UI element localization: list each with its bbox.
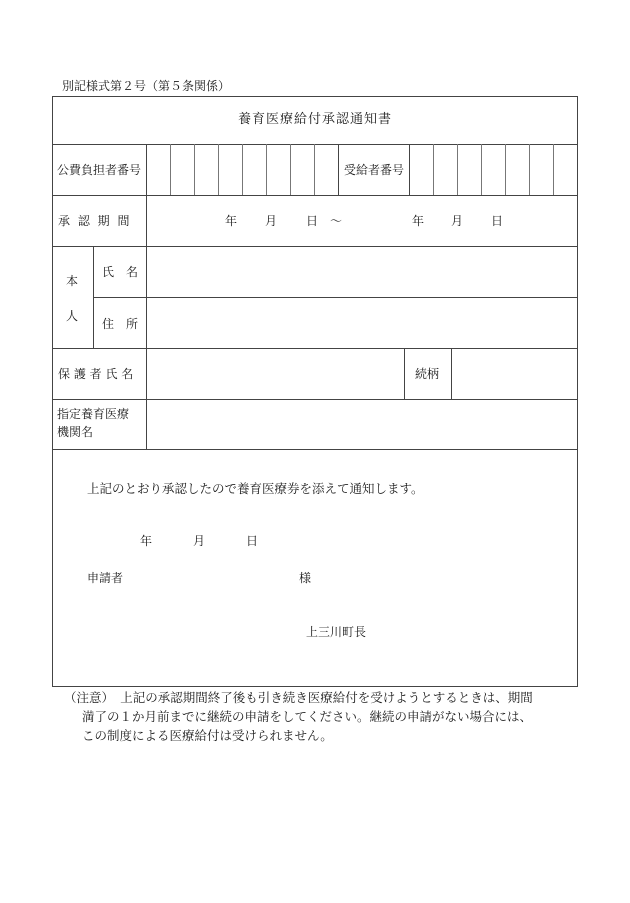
row-divider [52, 195, 578, 196]
relation-divider [404, 348, 405, 399]
digit-cell-divider [314, 144, 315, 195]
digit-cell-divider [481, 144, 482, 195]
issuer-name: 上三川町長 [306, 625, 367, 639]
digit-cell-divider [505, 144, 506, 195]
row-divider [52, 144, 578, 145]
form-caption: 別記様式第２号（第５条関係） [62, 79, 231, 93]
note-line-1: （注意） 上記の承認期間終了後も引き続き医療給付を受けようとするときは、期間 [64, 690, 533, 705]
person-label-top: 本 [66, 274, 79, 288]
notice-date-year: 年 [140, 534, 153, 548]
guardian-name-label: 保 護 者 氏 名 [58, 367, 134, 381]
recipient-number-label: 受給者番号 [344, 163, 405, 177]
applicant-label: 申請者 [87, 571, 124, 585]
period-day-2: 日 [491, 214, 504, 228]
address-label: 住 所 [102, 317, 139, 331]
label-column-divider [146, 144, 147, 449]
approval-period-label: 承 認 期 間 [58, 214, 132, 228]
notice-date-day: 日 [246, 534, 259, 548]
digit-cell-divider [242, 144, 243, 195]
recipient-label-divider [338, 144, 339, 195]
digit-cell-divider [457, 144, 458, 195]
digit-cell-divider [170, 144, 171, 195]
period-tilde: 〜 [330, 214, 343, 228]
digit-cell-divider [553, 144, 554, 195]
person-label-bottom: 人 [66, 309, 79, 323]
row-divider [52, 246, 578, 247]
row-divider [52, 449, 578, 450]
period-month-1: 月 [265, 214, 278, 228]
period-month-2: 月 [451, 214, 464, 228]
note-line-2: 満了の１か月前までに継続の申請をしてください。継続の申請がない場合には、 [82, 709, 533, 724]
note-block [64, 688, 533, 745]
recipient-label-divider [409, 144, 410, 195]
digit-cell-divider [266, 144, 267, 195]
form-title: 養育医療給付承認通知書 [237, 112, 392, 127]
note-line-3: この制度による医療給付は受けられません。 [82, 728, 333, 743]
relation-divider [451, 348, 452, 399]
institution-label-line2: 機関名 [57, 425, 94, 439]
name-label: 氏 名 [102, 265, 139, 279]
digit-cell-divider [290, 144, 291, 195]
person-column-divider [93, 246, 94, 348]
digit-cell-divider [194, 144, 195, 195]
period-year-2: 年 [412, 214, 425, 228]
digit-cell-divider [529, 144, 530, 195]
institution-label-line1: 指定養育医療 [57, 407, 130, 421]
digit-cell-divider [433, 144, 434, 195]
row-divider [93, 297, 578, 298]
digit-cell-divider [218, 144, 219, 195]
row-divider [52, 348, 578, 349]
period-day-1: 日 [306, 214, 319, 228]
relation-label: 続柄 [415, 367, 440, 381]
form-table [52, 96, 578, 687]
approval-statement: 上記のとおり承認したので養育医療券を添えて通知します。 [87, 481, 424, 496]
row-divider [52, 399, 578, 400]
period-year-1: 年 [225, 214, 238, 228]
public-burden-number-label: 公費負担者番号 [57, 163, 142, 177]
applicant-honorific: 様 [299, 571, 312, 585]
notice-date-month: 月 [193, 534, 206, 548]
